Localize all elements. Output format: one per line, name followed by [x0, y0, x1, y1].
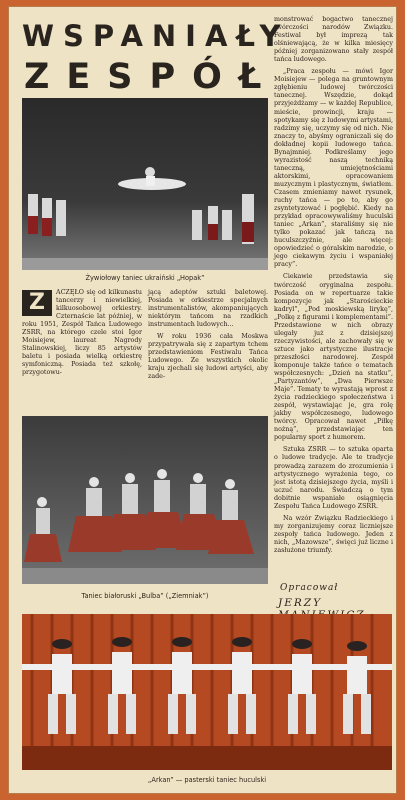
paragraph: Na wzór Związku Radzieckiego i my zorganizujemy coraz liczniejsze zespoły tańca ludowego. Jeden z nich, „Mazowsze”, święci już liczne i zasłużone triumfy. — [274, 514, 393, 554]
caption-arkan: „Arkan” — pasterski taniec huculski — [147, 776, 267, 784]
photo-bulba-illustration — [22, 416, 268, 584]
photo-hopak-illustration — [22, 98, 268, 270]
caption-hopak: Żywiołowy taniec ukraiński „Hopak” — [85, 274, 205, 282]
caption-bulba: Taniec białoruski „Bulba” („Ziemniak”) — [81, 592, 209, 600]
photo-arkan — [22, 614, 392, 770]
paragraph: „Praca zespołu — mówi Igor Moisiejew — polega na gruntownym zgłębieniu ludowej twórczości tanecznej. Wszędzie, dokąd przyjeżdżamy — w każdej Republice, mieście, prowincji, kraju — spotykamy się z ludowymi artystami, radzimy się, uczymy się od nich. Nie znaczy to, abyśmy ograniczali się do dokładnej kopii ludowego tańca. Bynajmniej. Podkreślamy jego wyrazistość naszą techniką taneczną, umiejętnościami aktorskimi, opracowaniem muzycznym i plastycznym, światłem. Czasem zmieniamy nawet rysunek, ruchy tańca — po to, aby go zsyntetyzować i pogłębić. Kiedy na przykład opracowywaliśmy huculski taniec „Arkan”, staraliśmy się nie tylko pokazać jak tańczą na huculszczyźnie, ale więcej: opowiedzieć o góralskim narodzie, o jego ciekawym życiu i wspaniałej pracy”. — [274, 68, 393, 269]
photo-arkan-illustration — [22, 614, 392, 770]
photo-hopak — [22, 98, 268, 270]
headline-line-2: ZESPÓŁ — [24, 57, 279, 97]
paragraph: ACZĘŁO się od kilkunastu tancerzy i niewielkiej, kilkuosobowej orkiestry. Czternaście lat później, w roku 1951, Zespół Tańca Ludowego ZSRR, na którego czele stoi Igor Moisiejew, laureat Nagrody Stalinowskiej, liczy 85 artystów baletu i posiada wielką orkiestrę symfoniczną. Posiada też szkołę, przygotowu- — [22, 289, 142, 377]
article-column-left — [22, 289, 142, 382]
magazine-page — [8, 6, 397, 794]
article-column-right — [274, 16, 393, 559]
byline-author: JERZY — [278, 597, 323, 609]
paragraph: W roku 1936 cała Moskwa przypatrywała się z zapartym tchem przedstawieniom Festiwalu Tańca Ludowego. Ze wszystkich okolic kraju zjechali się ludowi artyści, aby zade- — [148, 333, 268, 381]
paragraph: Ciekawie przedstawia się twórczość oryginalna zespołu. Posiada on w repertuarze takie kompozycje jak „Starościeckie kadryl”, „Pod moskiewską lirykę”, „Polkę z figurami i komplementami”. Przedstawione w nich obrazy ulegały już z dzisiejszej rzeczywistości, ale zachowały się w sztuce jako artystyczne ilustracje przeszłości narodowej. Zespół komponuje także tańce o tematach współczesnych: „Dzień na statku”, „Partyzantów”, „Dwa Pierwsze Maje”. Tematy te wyrastają wprost z życia radzieckiego społeczeństwa i zespół, wystawiając je, gra rolę jakby współczesnego, ludowego twórcy. Opracował nawet „Piłkę nożną”, przedstawiając ten popularny sport z humorem. — [274, 273, 393, 442]
paragraph: jącą adeptów sztuki baletowej. Posiada w orkiestrze specjalnych instrumentalistów, akompaniujących niektórym tańcom na rzadkich instrumentach ludowych... — [148, 289, 268, 329]
article-column-middle — [148, 289, 268, 386]
drop-cap: Z — [22, 290, 52, 316]
paragraph: Sztuka ZSRR — to sztuka oparta o ludowe tradycje. Ale te tradycje prowadzą zarazem do zrozumienia i artystycznego wyrażenia tego, co jest istotą dzisiejszego życia, myśli i uczuć narodu. Świadczą o tym dobitnie wspaniałe osiągnięcia Zespołu Tańca Ludowego ZSRR. — [274, 446, 393, 510]
byline-label: Opracował — [280, 583, 339, 593]
photo-bulba — [22, 416, 268, 584]
paragraph: monstrować bogactwo tanecznej twórczości narodów Związku. Festiwal był imprezą tak olśniewającą, że w kilka miesięcy później zorganizowano stały zespół tańca ludowego. — [274, 16, 393, 64]
headline-line-1: WSPANIAŁY — [22, 19, 290, 53]
